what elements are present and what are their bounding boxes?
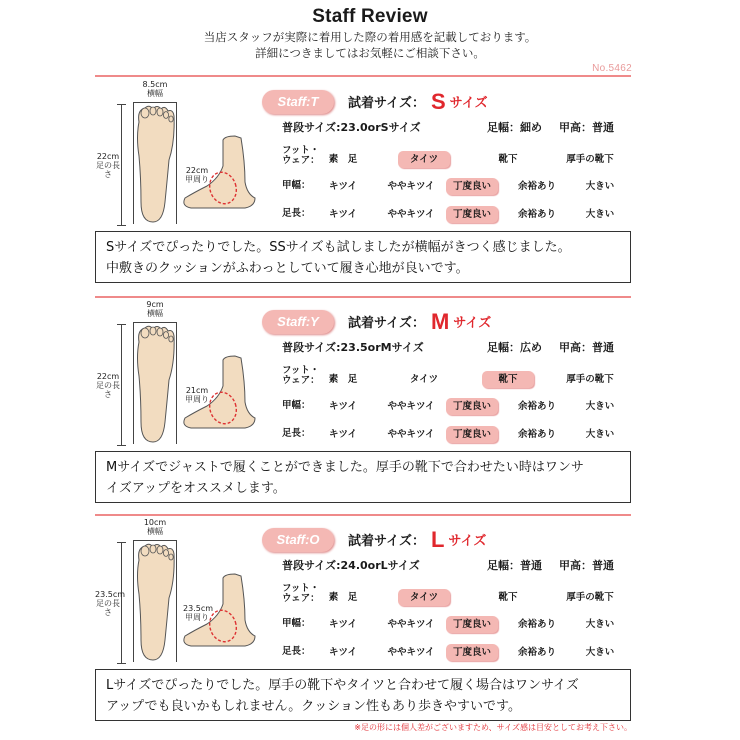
length-fit-option: 余裕あり — [517, 429, 556, 440]
staff-review-section — [0, 302, 740, 528]
intro-text-line2: 詳細につきましてはお気軽にご相談下さい。 — [255, 46, 485, 60]
footwear-option: 素 足 — [328, 154, 358, 165]
foot-width: 足幅：広め — [487, 341, 542, 354]
instep-fit-option: 丁度良い — [446, 616, 498, 633]
instep-girth-measure: 21cm 甲周り — [185, 386, 209, 404]
try-size-letter: L — [430, 527, 445, 552]
footwear-label: フット・ウェア： — [282, 583, 320, 604]
instep-fit-option: キツイ — [328, 619, 358, 630]
length-label: 足長： — [282, 646, 311, 657]
footwear-option: タイツ — [398, 589, 450, 606]
instep-label: 甲幅： — [282, 400, 311, 411]
length-fit-option: ややキツイ — [387, 429, 435, 440]
instep-height: 甲高：普通 — [559, 341, 614, 354]
instep-girth-measure: 22cm 甲周り — [185, 166, 209, 184]
try-size-letter: S — [430, 89, 446, 114]
review-comment — [95, 231, 631, 283]
length-fit-option: キツイ — [328, 209, 358, 220]
review-comment-line: Sサイズでぴったりでした。SSサイズも試しましたが横幅がきつく感じました。 — [106, 240, 571, 255]
review-comment — [95, 451, 631, 503]
page-title: Staff Review — [312, 6, 428, 27]
length-fit-option: 丁度良い — [446, 644, 498, 661]
foot-width-measure: 9cm 横幅 — [146, 300, 164, 318]
footwear-option: 靴下 — [498, 592, 518, 603]
footwear-option: 靴下 — [482, 371, 534, 388]
staff-name-badge: Staff:T — [262, 90, 334, 114]
foot-illustration — [95, 302, 265, 452]
instep-fit-option: 余裕あり — [517, 181, 556, 192]
usual-size: 普段サイズ:23.0orSサイズ — [282, 121, 421, 134]
instep-fit-option: 大きい — [585, 401, 615, 412]
footwear-option: 靴下 — [498, 154, 518, 165]
length-fit-option: 余裕あり — [517, 209, 556, 220]
footwear-option: 素 足 — [328, 374, 358, 385]
length-fit-option: 大きい — [585, 209, 615, 220]
length-label: 足長： — [282, 208, 311, 219]
footwear-label: フット・ウェア： — [282, 365, 320, 386]
foot-width-measure: 10cm 横幅 — [143, 518, 167, 536]
document-number: No.5462 — [592, 63, 632, 74]
instep-fit-option: ややキツイ — [387, 401, 435, 412]
review-comment-line: Lサイズでぴったりでした。厚手の靴下やタイツと合わせて履く場合はワンサイズ — [106, 678, 579, 693]
footwear-option: タイツ — [409, 374, 439, 385]
length-fit-option: 余裕あり — [517, 647, 556, 658]
review-comment-line: イズアップをオススメします。 — [106, 481, 286, 496]
staff-review-section — [0, 82, 740, 308]
foot-width: 足幅：細め — [487, 121, 542, 134]
footwear-option: タイツ — [398, 151, 450, 168]
length-label: 足長： — [282, 428, 311, 439]
instep-label: 甲幅： — [282, 618, 311, 629]
length-fit-option: 丁度良い — [446, 426, 498, 443]
review-comment-line: Mサイズでジャストで履くことができました。厚手の靴下で合わせたい時はワンサ — [106, 460, 584, 475]
review-comment — [95, 669, 631, 721]
instep-girth-measure: 23.5cm 甲周り — [183, 604, 214, 622]
length-fit-option: 大きい — [585, 647, 615, 658]
review-comment-line: 中敷きのクッションがふわっとしていて履き心地が良いです。 — [106, 261, 469, 276]
instep-fit-option: 余裕あり — [517, 401, 556, 412]
length-fit-option: キツイ — [328, 429, 358, 440]
instep-fit-option: キツイ — [328, 181, 358, 192]
intro-text-line1: 当店スタッフが実際に着用した際の着用感を記載しております。 — [203, 30, 537, 44]
try-size: 試着サイズ： S サイズ — [348, 89, 488, 114]
footwear-option: 厚手の靴下 — [566, 374, 614, 385]
instep-fit-option: 丁度良い — [446, 398, 498, 415]
try-size: 試着サイズ： L サイズ — [348, 527, 487, 552]
length-fit-option: キツイ — [328, 647, 358, 658]
foot-width-measure: 8.5cm 横幅 — [142, 80, 168, 98]
footwear-option: 素 足 — [328, 592, 358, 603]
foot-width: 足幅：普通 — [487, 559, 542, 572]
review-comment-line: アップでも良いかもしれません。クッション性もあり歩きやすいです。 — [106, 699, 521, 714]
instep-height: 甲高：普通 — [559, 121, 614, 134]
instep-fit-option: 余裕あり — [517, 619, 556, 630]
instep-fit-option: ややキツイ — [387, 619, 435, 630]
instep-fit-option: 丁度良い — [446, 178, 498, 195]
instep-fit-option: キツイ — [328, 401, 358, 412]
usual-size: 普段サイズ:23.5orMサイズ — [282, 341, 424, 354]
staff-review-section — [0, 520, 740, 740]
foot-illustration — [95, 82, 265, 232]
staff-name-badge: Staff:O — [262, 528, 334, 552]
usual-size: 普段サイズ:24.0orLサイズ — [282, 559, 420, 572]
instep-label: 甲幅： — [282, 180, 311, 191]
footnote: ※足の形には個人差がございますため、サイズ感は目安としてお考え下さい。 — [354, 723, 632, 732]
length-fit-option: 丁度良い — [446, 206, 498, 223]
instep-fit-option: 大きい — [585, 619, 615, 630]
instep-fit-option: 大きい — [585, 181, 615, 192]
instep-fit-option: ややキツイ — [387, 181, 435, 192]
foot-illustration — [95, 520, 265, 670]
staff-name-badge: Staff:Y — [262, 310, 334, 334]
try-size-letter: M — [430, 309, 450, 334]
length-fit-option: ややキツイ — [387, 209, 435, 220]
footwear-option: 厚手の靴下 — [566, 592, 614, 603]
foot-length-measure: 22cm 足の長さ — [96, 372, 120, 399]
length-fit-option: ややキツイ — [387, 647, 435, 658]
instep-height: 甲高：普通 — [559, 559, 614, 572]
try-size: 試着サイズ： M サイズ — [348, 309, 492, 334]
length-fit-option: 大きい — [585, 429, 615, 440]
section-divider — [95, 75, 631, 77]
foot-length-measure: 23.5cm 足の長さ — [95, 590, 126, 617]
foot-length-measure: 22cm 足の長さ — [96, 152, 120, 179]
footwear-label: フット・ウェア： — [282, 145, 320, 166]
footwear-option: 厚手の靴下 — [566, 154, 614, 165]
